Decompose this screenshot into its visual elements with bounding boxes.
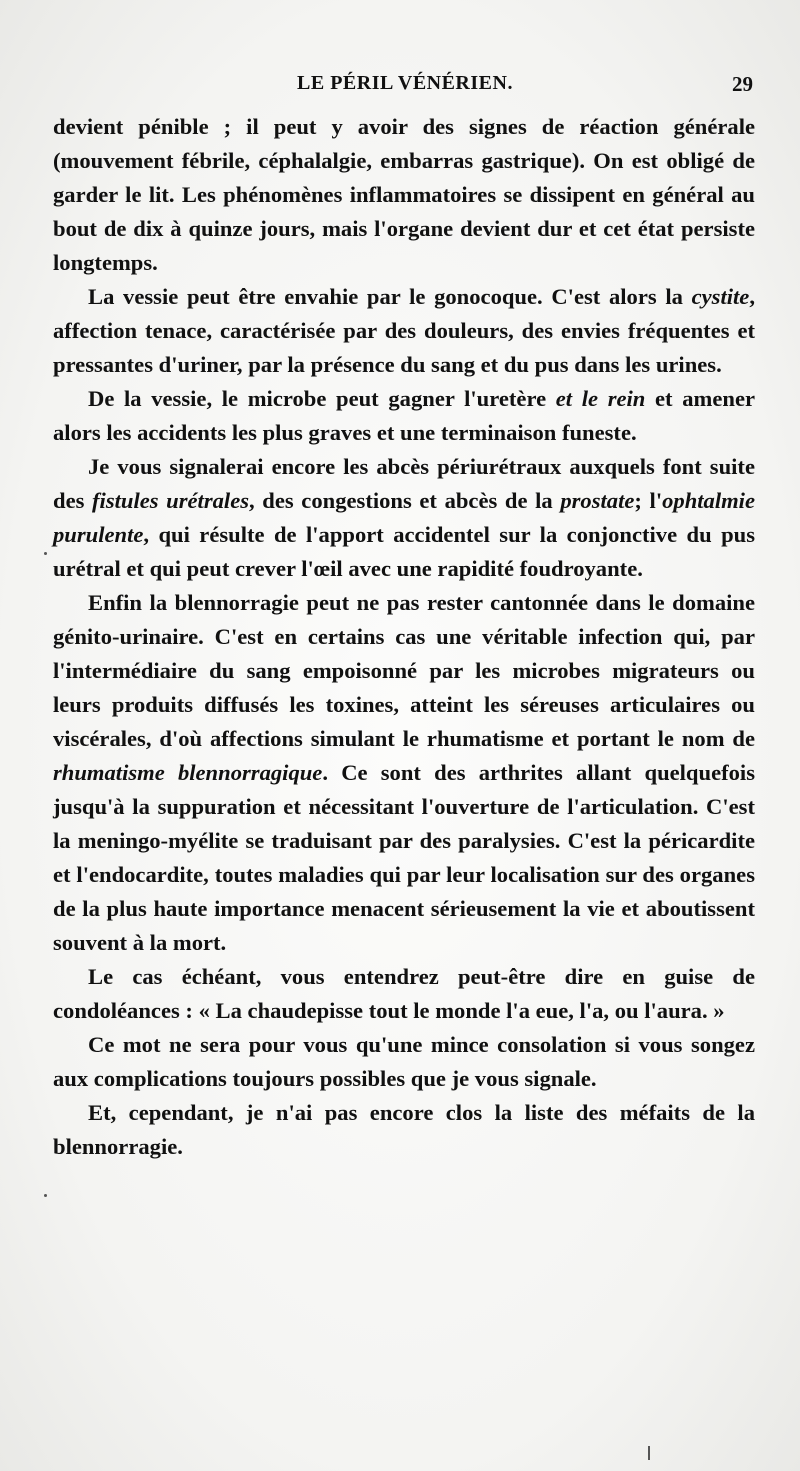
paragraph-3 xyxy=(53,382,755,450)
margin-speck xyxy=(44,1194,47,1197)
margin-speck xyxy=(44,552,47,555)
paragraph-4-text-1: Je vous signalerai encore les abcès périurétraux auxquels font suite des xyxy=(53,454,755,513)
term-rein: et le rein xyxy=(555,386,646,411)
body-text xyxy=(53,110,755,1164)
paragraph-2 xyxy=(53,280,755,382)
paragraph-5 xyxy=(53,586,755,960)
term-fistules: fistules urétrales xyxy=(92,488,250,513)
paragraph-4-text-4: , qui résulte de l'apport accidentel sur la conjonctive du pus urétral et qui peut crever l'œil avec une rapidité foudroyante. xyxy=(53,522,755,581)
paragraph-4 xyxy=(53,450,755,586)
paragraph-2-text-2: , affection tenace, caractérisée par des douleurs, des envies fréquentes et pressantes d'uriner, par la présence du sang et du pus dans les urines. xyxy=(53,284,755,377)
bottom-mark xyxy=(648,1446,650,1460)
paragraph-5-text-1: Enfin la blennorragie peut ne pas rester cantonnée dans le domaine génito-urinaire. C'est en certains cas une véritable infection qui, par l'intermédiaire du sang empoisonné par les microbes migrateurs ou leurs produits diffusés les toxines, atteint les séreuses articulaires ou viscérales, d'où affections simulant le rhumatisme et portant le nom de xyxy=(53,590,755,751)
paragraph-8: Et, cependant, je n'ai pas encore clos la liste des méfaits de la blennorragie. xyxy=(53,1100,755,1159)
paragraph-7: Ce mot ne sera pour vous qu'une mince consolation si vous songez aux complications toujours possibles que je vous signale. xyxy=(53,1032,755,1091)
term-prostate: prostate xyxy=(560,488,635,513)
paragraph-6: Le cas échéant, vous entendrez peut-être dire en guise de condoléances : « La chaudepisse tout le monde l'a eue, l'a, ou l'aura. » xyxy=(53,964,755,1023)
paragraph-3-text-1: De la vessie, le microbe peut gagner l'uretère xyxy=(88,386,556,411)
paragraph-3-text-2: et amener alors les accidents les plus graves et une terminaison funeste. xyxy=(53,386,755,445)
term-cystite: cystite xyxy=(691,284,750,309)
running-title: LE PÉRIL VÉNÉRIEN. xyxy=(297,72,513,94)
paragraph-5-text-2: . Ce sont des arthrites allant quelquefois jusqu'à la suppuration et nécessitant l'ouverture de l'articulation. C'est la meningo-myélite se traduisant par des paralysies. C'est la péricardite et l'endocardite, toutes maladies qui par leur localisation sur des organes de la plus haute importance menacent sérieusement la vie et aboutissent souvent à la mort. xyxy=(53,760,755,955)
term-rhumatisme: rhumatisme blennorragique xyxy=(53,760,323,785)
paragraph-1: devient pénible ; il peut y avoir des signes de réaction générale (mouvement fébrile, céphalalgie, embarras gastrique). On est obligé de garder le lit. Les phénomènes inflammatoires se dissipent en général au bout de dix à quinze jours, mais l'organe devient dur et cet état persiste longtemps. xyxy=(53,114,755,275)
paragraph-2-text-1: La vessie peut être envahie par le gonocoque. C'est alors la xyxy=(88,284,692,309)
paragraph-4-text-2: , des congestions et abcès de la xyxy=(249,488,561,513)
page-header xyxy=(55,72,755,108)
term-ophtalmie: ophtalmie purulente xyxy=(53,488,755,547)
paragraph-4-text-3: ; l' xyxy=(634,488,663,513)
page-number: 29 xyxy=(732,72,753,96)
